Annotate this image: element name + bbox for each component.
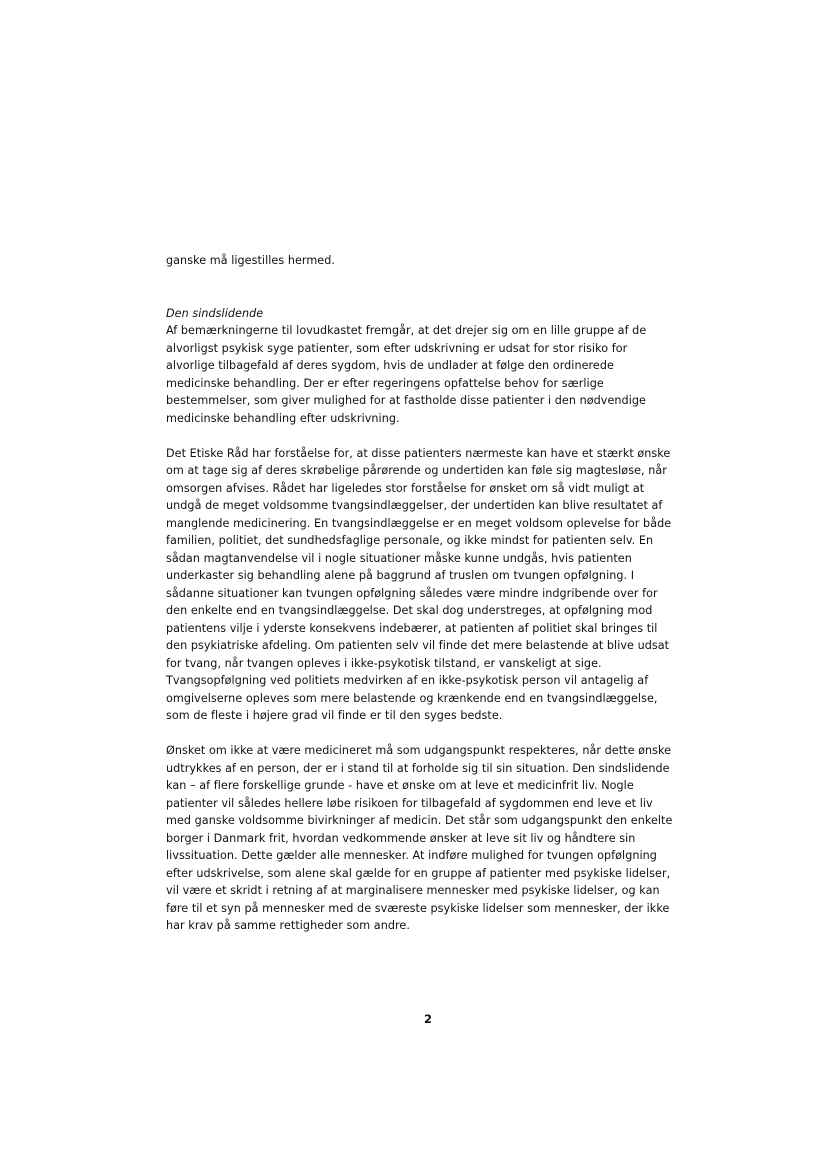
paragraph-line: manglende medicinering. En tvangsindlæggelse er en meget voldsom oplevelse for både <box>166 516 672 530</box>
paragraph-line: som de fleste i højere grad vil finde er til den syges bedste. <box>166 709 503 722</box>
paragraph-line: den enkelte end en tvangsindlæggelse. Det skal dog understreges, at opfølgning mod <box>166 604 653 617</box>
paragraph-line: undgå de meget voldsomme tvangsindlæggelser, der undertiden kan blive resultatet af <box>166 499 663 512</box>
paragraph-1 <box>166 322 706 427</box>
paragraph-line: har krav på samme rettigheder som andre. <box>166 919 410 932</box>
paragraph-line: bestemmelser, som giver mulighed for at fastholde disse patienter i den nødvendige <box>166 394 646 407</box>
intro-line: ganske må ligestilles hermed. <box>166 254 335 267</box>
paragraph-line: Tvangsopfølgning ved politiets medvirken af en ikke-psykotisk person vil antagelig af <box>166 674 649 687</box>
paragraph-line: Det Etiske Råd har forståelse for, at disse patienters nærmeste kan have et stærkt ønske <box>166 446 671 460</box>
section-heading: Den sindslidende <box>166 306 264 320</box>
paragraph-line: udtrykkes af en person, der er i stand til at forholde sig til sin situation. Den sindslidende <box>166 761 670 775</box>
paragraph-line: vil være et skridt i retning af at marginalisere mennesker med psykiske lidelser, og kan <box>166 884 660 897</box>
paragraph-line: patienter vil således hellere løbe risikoen for tilbagefald af sygdommen end leve et liv <box>166 796 653 810</box>
paragraph-line: medicinske behandling efter udskrivning. <box>166 411 400 425</box>
paragraph-line: med ganske voldsomme bivirkninger af medicin. Det står som udgangspunkt den enkelte <box>166 814 673 827</box>
paragraph-2 <box>166 445 706 725</box>
paragraph-line: borger i Danmark frit, hvordan vedkommende ønsker at leve sit liv og håndtere sin <box>166 831 636 845</box>
paragraph-line: Af bemærkningerne til lovudkastet fremgår, at det drejer sig om en lille gruppe af de <box>166 324 647 337</box>
paragraph-line: omsorgen afvises. Rådet har ligeledes stor forståelse for ønsket om så vidt muligt at <box>166 481 645 495</box>
paragraph-line: patientens vilje i yderste konsekvens indebærer, at patienten af politiet skal bringes til <box>166 621 658 635</box>
paragraph-line: Ønsket om ikke at være medicineret må som udgangspunkt respekteres, når dette ønske <box>166 744 672 757</box>
paragraph-line: livssituation. Dette gælder alle mennesker. At indføre mulighed for tvungen opfølgning <box>166 849 657 862</box>
paragraph-line: alvorlige tilbagefald af deres sygdom, hvis de undlader at følge den ordinerede <box>166 359 614 372</box>
paragraph-line: familien, politiet, det sundhedsfaglige personale, og ikke mindst for patienten selv. En <box>166 534 654 547</box>
paragraph-line: føre til et syn på mennesker med de sværeste psykiske lidelser som mennesker, der ikke <box>166 901 670 915</box>
paragraph-line: sådanne situationer kan tvungen opfølgning således være mindre indgribende over for <box>166 586 658 600</box>
paragraph-line: omgivelserne opleves som mere belastende og krænkende end en tvangsindlæggelse, <box>166 691 658 705</box>
paragraph-spacer <box>166 427 706 445</box>
paragraph-3 <box>166 742 706 935</box>
paragraph-line: for tvang, når tvangen opleves i ikke-psykotisk tilstand, er vanskeligt at sige. <box>166 656 602 670</box>
paragraph-line: kan – af flere forskellige grunde - have et ønske om at leve et medicinfrit liv. Nogle <box>166 779 634 792</box>
paragraph-line: efter udskrivelse, som alene skal gælde for en gruppe af patienter med psykiske lidelser, <box>166 866 671 880</box>
paragraph-line: medicinske behandling. Der er efter regeringens opfattelse behov for særlige <box>166 376 604 390</box>
paragraph-line: underkaster sig behandling alene på baggrund af truslen om tvungen opfølgning. I <box>166 569 635 582</box>
paragraph-line: den psykiatriske afdeling. Om patienten selv vil finde det mere belastende at blive udsat <box>166 639 670 652</box>
paragraph-spacer <box>166 725 706 743</box>
paragraph-line: sådan magtanvendelse vil i nogle situationer måske kunne undgås, hvis patienten <box>166 551 632 565</box>
paragraph-line: alvorligst psykisk syge patienter, som efter udskrivning er udsat for stor risiko for <box>166 341 628 355</box>
paragraph-line: om at tage sig af deres skrøbelige pårørende og undertiden kan føle sig magtesløse, når <box>166 464 667 477</box>
page-number: 2 <box>423 1012 432 1026</box>
section-spacer <box>166 270 706 305</box>
document-body <box>166 252 706 935</box>
